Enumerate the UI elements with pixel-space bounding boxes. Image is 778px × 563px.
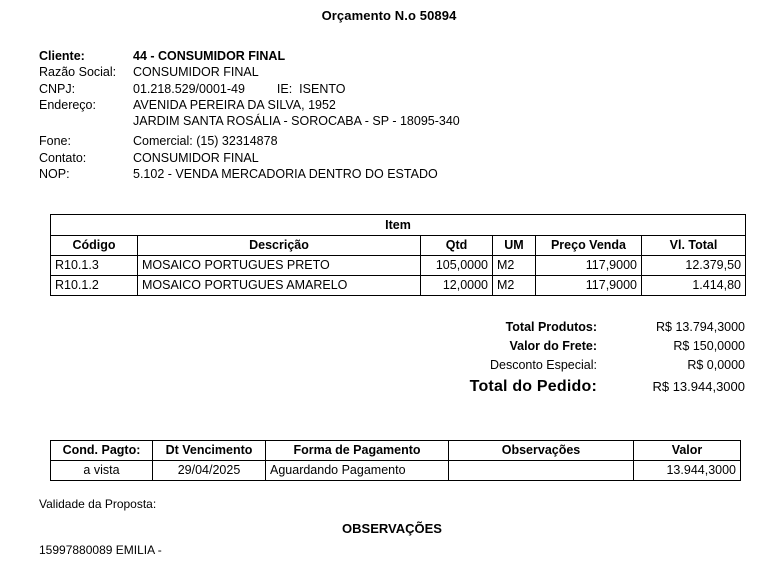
items-table [50,214,746,296]
payment-header-valor: Valor [634,441,741,461]
items-header-codigo: Código [51,236,138,256]
totals-block [400,320,745,401]
client-value-fone: Comercial: (15) 32314878 [133,134,278,149]
items-table-section-header-row [51,215,746,236]
client-label-razao-social: Razão Social: [39,65,117,80]
client-value-endereco: AVENIDA PEREIRA DA SILVA, 1952 [133,97,336,112]
item-codigo: R10.1.3 [51,256,138,276]
valor-frete-label: Valor do Frete: [509,339,597,353]
item-codigo: R10.1.2 [51,276,138,296]
payment-valor: 13.944,3000 [634,461,741,481]
item-qtd: 105,0000 [421,256,493,276]
total-produtos-label: Total Produtos: [505,320,597,334]
payment-forma-pagamento: Aguardando Pagamento [266,461,449,481]
client-value-nop: 5.102 - VENDA MERCADORIA DENTRO DO ESTADO [133,167,438,182]
items-table-header-row [51,236,746,256]
payment-dt-vencimento: 29/04/2025 [153,461,266,481]
payment-conditions-table [50,440,741,481]
observacoes-heading [0,521,778,536]
item-um: M2 [493,276,536,296]
items-header-vl-total: Vl. Total [642,236,746,256]
client-row-fone [39,133,639,149]
client-label-contato: Contato: [39,150,87,165]
client-value-cnpj-group [133,81,639,97]
total-produtos-value: R$ 13.794,3000 [656,320,745,334]
client-value-contato: CONSUMIDOR FINAL [133,150,259,165]
total-pedido-label: Total do Pedido: [469,378,597,395]
items-header-descricao: Descrição [138,236,421,256]
table-row [51,256,746,276]
items-header-um: UM [493,236,536,256]
table-row [51,461,741,481]
client-row-razao-social [39,64,639,80]
total-row-produtos [400,320,745,334]
client-row-cliente [39,48,639,64]
valor-frete-value: R$ 150,0000 [673,339,745,353]
client-value-endereco-continuation: JARDIM SANTA ROSÁLIA - SOROCABA - SP - 18095-340 [133,114,460,129]
observacoes-heading-text: OBSERVAÇÕES [342,521,442,536]
client-row-cnpj [39,81,639,97]
total-pedido-value: R$ 13.944,3000 [652,379,745,394]
payment-header-dt-vencimento: Dt Vencimento [153,441,266,461]
desconto-especial-label: Desconto Especial: [489,358,597,372]
client-label-endereco: Endereço: [39,97,96,112]
desconto-especial-value: R$ 0,0000 [687,358,745,372]
client-row-contato [39,150,639,166]
item-vl-total: 12.379,50 [642,256,746,276]
items-header-preco-venda: Preço Venda [536,236,642,256]
payment-cond-pagto: a vista [51,461,153,481]
payment-table-header-row [51,441,741,461]
total-row-pedido [400,378,745,396]
client-info-block [39,48,639,182]
page-title: Orçamento N.o 50894 [321,8,457,23]
item-qtd: 12,0000 [421,276,493,296]
item-preco-venda: 117,9000 [536,276,642,296]
client-label-ie: IE: [276,81,293,96]
items-header-qtd: Qtd [421,236,493,256]
client-label-fone: Fone: [39,134,71,149]
validade-proposta-label: Validade da Proposta: [39,497,157,511]
observacoes-text: 15997880089 EMILIA - [39,543,162,557]
total-row-desconto [400,358,745,372]
client-value-razao-social: CONSUMIDOR FINAL [133,65,259,80]
client-value-cnpj: 01.218.529/0001-49 [133,81,245,96]
item-um: M2 [493,256,536,276]
total-row-frete [400,339,745,353]
client-label-nop: NOP: [39,167,70,182]
items-table-section-title: Item [51,215,746,236]
item-descricao: MOSAICO PORTUGUES PRETO [138,256,421,276]
client-value-cliente: 44 - CONSUMIDOR FINAL [133,49,286,63]
client-row-endereco [39,97,639,113]
payment-header-observacoes: Observações [449,441,634,461]
client-row-nop [39,166,639,182]
payment-observacoes [449,461,634,481]
item-preco-venda: 117,9000 [536,256,642,276]
item-descricao: MOSAICO PORTUGUES AMARELO [138,276,421,296]
table-row [51,276,746,296]
client-label-cliente: Cliente: [39,49,85,63]
client-row-endereco-continuation [39,113,639,129]
payment-header-forma-pagamento: Forma de Pagamento [266,441,449,461]
payment-header-cond-pagto: Cond. Pagto: [51,441,153,461]
item-vl-total: 1.414,80 [642,276,746,296]
client-value-ie: ISENTO [299,81,346,96]
client-label-cnpj: CNPJ: [39,81,76,96]
